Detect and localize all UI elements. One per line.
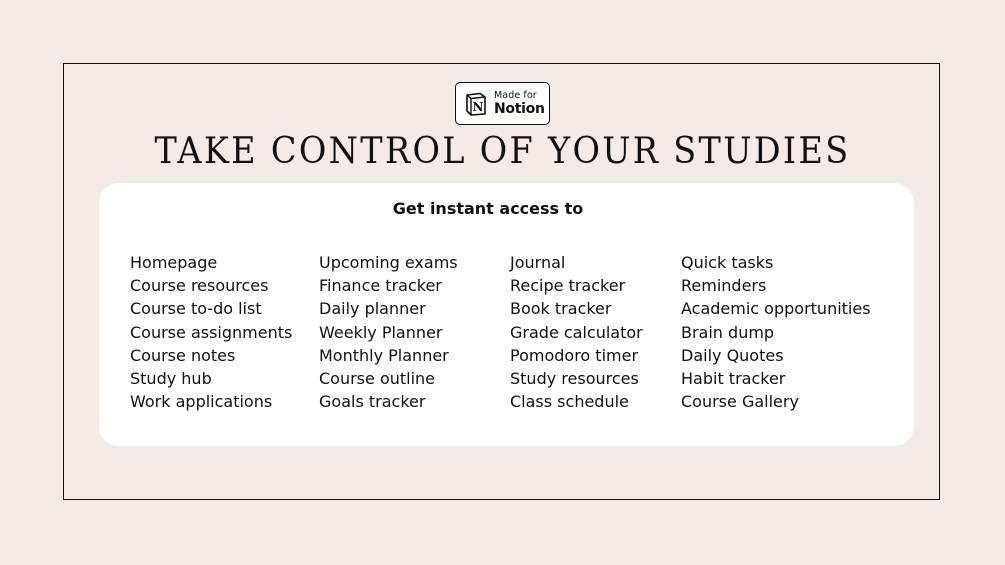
list-item: Goals tracker [319,392,426,412]
list-item: Class schedule [510,392,629,412]
list-item: Brain dump [681,322,775,342]
feature-column-3 [510,251,643,413]
features-card [99,183,914,446]
list-item: Study hub [130,369,212,389]
list-item: Quick tasks [681,253,774,272]
list-item: Daily planner [319,299,426,319]
list-item: Homepage [130,253,218,272]
list-item: Course outline [319,369,436,389]
list-item: Upcoming exams [319,253,458,272]
list-item: Grade calculator [510,322,643,342]
made-for-notion-badge[interactable] [455,82,550,125]
list-item: Course assignments [130,322,293,342]
list-item: Reminders [681,276,767,296]
list-item: Course resources [130,276,269,296]
badge-brand-text: Notion [494,101,545,118]
list-item: Finance tracker [319,276,442,296]
list-item: Study resources [510,369,639,389]
badge-made-for-text: Made for [494,89,537,101]
list-item: Habit tracker [681,369,786,389]
svg-text:N: N [472,99,484,114]
list-item: Weekly Planner [319,322,443,342]
page-title: TAKE CONTROL OF YOUR STUDIES [154,131,851,172]
feature-column-1 [130,251,292,413]
list-item: Work applications [130,392,273,412]
notion-logo-icon [465,92,487,116]
list-item: Academic opportunities [681,299,871,319]
list-item: Course to-do list [130,299,262,319]
list-item: Daily Quotes [681,345,784,365]
list-item: Course notes [130,345,236,365]
list-item: Course Gallery [681,392,799,412]
list-item: Book tracker [510,299,612,319]
card-heading: Get instant access to [392,199,584,218]
feature-column-2 [319,251,458,413]
list-item: Monthly Planner [319,345,449,365]
list-item: Journal [510,253,566,272]
list-item: Recipe tracker [510,276,626,296]
list-item: Pomodoro timer [510,345,639,365]
feature-column-4 [681,251,871,413]
